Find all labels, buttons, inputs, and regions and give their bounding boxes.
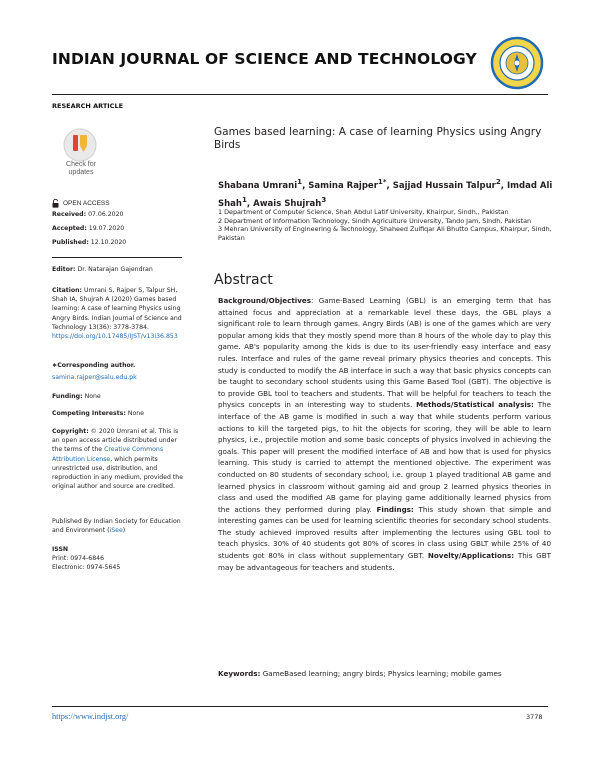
check-updates-line1: Check for	[66, 161, 96, 168]
author-name: Sajjad Hussain Talpur	[392, 180, 496, 191]
paper-title: Games based learning: A case of learning Physics using Angry Birds	[214, 126, 542, 151]
issn-block	[52, 545, 187, 573]
copyright	[52, 427, 187, 491]
methods-label: Methods/Statistical analysis:	[416, 400, 534, 410]
author-affiliation-mark: 3	[321, 195, 327, 205]
published-date	[52, 238, 187, 247]
editor-label: Editor:	[52, 266, 76, 273]
author-name: Imdad Ali Shah	[218, 180, 553, 210]
corresponding-label: Corresponding author.	[57, 362, 136, 369]
isee-link[interactable]: iSee	[109, 527, 123, 535]
funding-label: Funding:	[52, 393, 83, 400]
author-name: Samina Rajper	[308, 180, 378, 191]
funding	[52, 392, 187, 401]
citation-doi-link[interactable]: https://doi.org/10.17485/IJST/v13i36.853	[52, 333, 178, 341]
license-link[interactable]: Creative Commons Attribution License	[52, 446, 164, 463]
check-for-updates-badge[interactable]	[58, 125, 104, 187]
publisher-close: )	[122, 527, 126, 535]
page-number: 3778	[526, 713, 543, 721]
sidebar-divider	[52, 257, 182, 258]
background-label: Background/Objectives	[218, 296, 311, 305]
received-label: Received:	[52, 211, 87, 218]
author-name: Shabana Umrani	[218, 180, 298, 191]
background-text: : Game-Based Learning (GBL) is an emerging term that has attained focus and appreciation at a remarkable level these days, the GBL plays a significant role to learn through games. Angry Birds (AB) is one of the games which are very popular among kids that they mostly spend more than 8 hours of the whole day to play this game. AB's popularity among the kids is due to its user-friendly easy interface and easy rules. Interface and rules of the game reveal primary physics theories and concepts. This study is conducted to modify the AB interface in such a way that basic physics concepts can be taught to secondary school students using this Game Based Tool (GBT). The objective is to provide GBL tool to teachers and students. That will be helpful for teachers to teach the physics concepts in an interesting way to students.	[218, 296, 551, 410]
affiliation-item: 3 Mehran University of Engineering & Technology, Shaheed Zulfiqar Ali Bhutto Campus, Khairpur, Sindh, Pakistan	[218, 225, 552, 242]
abstract-heading: Abstract	[214, 272, 273, 288]
accepted-label: Accepted:	[52, 225, 87, 232]
publisher-text: Published By Indian Society for Education and Environment (	[52, 518, 181, 535]
issn-label: ISSN	[52, 546, 69, 553]
corresponding-email-link[interactable]: samina.rajper@salu.edu.pk	[52, 374, 137, 382]
methods-text: The interface of the AB game is modified in such a way that while students perform various actions to kill the targeted pigs, to hit the objects for scoring, they will be able to learn physics, i.e., projectile motion and some basic concepts of physics involved in achieving the goals. This paper will present the modified interface of AB and how that is used for physics learning. This study is carried to attempt the mentioned objective. The experiment was conducted on 80 students of secondary school, i.e. group 1 played traditional AB game and learned physics in classroom without gaming aid and group 2 learned physics theories in class and used the modified AB game for playing game additionally learned physics from the actions they performed during play.	[218, 400, 551, 514]
keywords	[218, 669, 551, 679]
article-type: RESEARCH ARTICLE	[52, 102, 124, 110]
issn-print: Print: 0974-6846	[52, 555, 105, 563]
citation-text: Umrani S, Rajper S, Talpur SH, Shah IA, Shujrah A (2020) Games based learning: A case of learning Physics using Angry Birds. Indian Journal of Science and Technology 13(36): 3778-3784.	[52, 287, 182, 331]
footer-divider	[52, 706, 548, 707]
check-updates-line2: updates	[68, 169, 94, 176]
journal-seal-icon	[490, 36, 544, 90]
received-value: 07.06.2020	[88, 211, 124, 218]
corresponding-asterisk: ∗	[52, 362, 58, 369]
published-value: 12.10.2020	[90, 239, 127, 246]
corresponding-author	[52, 361, 187, 382]
author-affiliation-mark: 1	[241, 195, 247, 205]
author-affiliation-mark: 1	[297, 177, 303, 186]
citation-label: Citation:	[52, 287, 83, 294]
copyright-label: Copyright:	[52, 428, 89, 435]
issn-electronic: Electronic: 0974-5645	[52, 564, 121, 572]
affiliation-item: 1 Department of Computer Science, Shah Abdul Latif University, Khairpur, Sindh,, Pakistan	[218, 208, 509, 216]
open-lock-icon	[52, 199, 59, 208]
open-access-label: OPEN ACCESS	[63, 200, 110, 207]
findings-text: This study shown that simple and interesting games can be used for learning scientific theories for secondary school students. The study achieved improved results after implementing the lectures using GBL tool to teach physics. 30% of 40 students got 80% of scores in class using GBLT while 25% of 40 students got 80% in class without supplementary GBT.	[218, 504, 551, 561]
accepted-value: 19.07.2020	[88, 225, 125, 232]
keywords-text: GameBased learning; angry birds; Physics learning; mobile games	[262, 669, 502, 678]
header-divider	[52, 94, 548, 95]
author-affiliation-mark: 1*	[377, 177, 387, 186]
open-access	[52, 199, 110, 208]
published-label: Published:	[52, 239, 89, 246]
affiliation-item: 2 Department of Information Technology, Sindh Agriculture University, Tando Jam, Sindh, Pakistan	[218, 216, 532, 225]
novelty-label: Novelty/Applications:	[427, 551, 515, 561]
findings-label: Findings:	[376, 504, 414, 514]
competing-interests	[52, 409, 187, 418]
keywords-label: Keywords:	[218, 669, 261, 678]
abstract-body	[218, 295, 551, 573]
citation	[52, 286, 187, 341]
copyright-text: © 2020 Umrani et al. This is an open access article distributed under the terms of the	[52, 428, 179, 454]
competing-value: None	[127, 410, 144, 417]
received-date	[52, 210, 187, 219]
editor-value: Dr. Natarajan Gajendran	[77, 266, 153, 273]
novelty-text: This GBT may be advantageous for teachers and students.	[218, 551, 551, 572]
check-updates-icon	[62, 127, 98, 163]
funding-value: None	[84, 393, 101, 400]
author-list: Shabana Umrani$^1$, Samina Rajper$^{1*}$, Sajjad Hussain Talpur$^2$, Imdad Ali Shah$^1$, Awais Shujrah$^3$	[218, 177, 553, 210]
copyright-tail: , which permits unrestricted use, distribution, and reproduction in any medium, provided the original author and source are credited.	[52, 455, 184, 491]
editor	[52, 265, 187, 274]
author-affiliation-mark: 2	[495, 177, 501, 186]
publisher	[52, 517, 187, 535]
journal-title: INDIAN JOURNAL OF SCIENCE AND TECHNOLOGY	[52, 50, 477, 68]
affiliations	[218, 208, 553, 242]
competing-label: Competing Interests:	[52, 410, 126, 417]
author-name: Awais Shujrah	[253, 199, 322, 210]
journal-url-link[interactable]: https://www.indjst.org/	[52, 712, 129, 721]
accepted-date	[52, 224, 187, 233]
